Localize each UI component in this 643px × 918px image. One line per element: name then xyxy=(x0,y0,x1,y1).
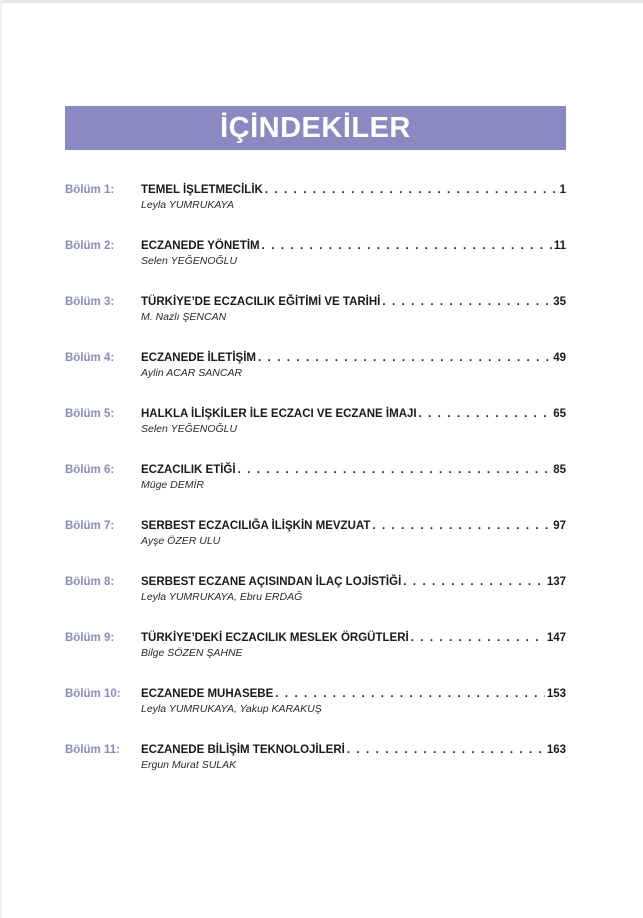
chapter-author: Aylin ACAR SANCAR xyxy=(141,367,243,379)
chapter-title: TEMEL İŞLETMECİLİK xyxy=(141,184,263,196)
chapter-line xyxy=(141,518,566,534)
leader-dots xyxy=(262,238,552,254)
toc-entry[interactable] xyxy=(65,406,566,462)
chapter-author: M. Nazlı ŞENCAN xyxy=(141,311,227,323)
toc-entry[interactable] xyxy=(65,518,566,574)
chapter-title: ECZANEDE MUHASEBE xyxy=(141,688,274,700)
chapter-line xyxy=(141,294,566,310)
chapter-line xyxy=(141,182,566,198)
chapter-page-number: 137 xyxy=(546,576,566,588)
chapter-title: ECZANEDE YÖNETİM xyxy=(141,240,260,252)
page-title: İÇİNDEKİLER xyxy=(220,111,411,144)
chapter-title: SERBEST ECZANE AÇISINDAN İLAÇ LOJİSTİĞİ xyxy=(141,576,402,588)
chapter-page-number: 1 xyxy=(559,184,566,196)
leader-dots xyxy=(347,742,545,758)
toc-entry[interactable] xyxy=(65,686,566,742)
chapter-author: Leyla YUMRUKAYA, Ebru ERDAĞ xyxy=(141,591,303,603)
toc-entry[interactable] xyxy=(65,630,566,686)
title-banner xyxy=(65,106,566,150)
toc-entry[interactable] xyxy=(65,238,566,294)
chapter-title: HALKLA İLİŞKİLER İLE ECZACI VE ECZANE İMAJI xyxy=(141,408,417,420)
leader-dots xyxy=(238,462,552,478)
chapter-author: Müge DEMİR xyxy=(141,479,205,491)
chapter-author: Selen YEĞENOĞLU xyxy=(141,423,238,435)
chapter-author: Bilge SÖZEN ŞAHNE xyxy=(141,647,243,659)
chapter-page-number: 11 xyxy=(553,240,566,252)
chapter-title: ECZANEDE BİLİŞİM TEKNOLOJİLERİ xyxy=(141,744,345,756)
chapter-title: SERBEST ECZACILIĞA İLİŞKİN MEVZUAT xyxy=(141,520,371,532)
chapter-page-number: 49 xyxy=(553,352,566,364)
toc-entry[interactable] xyxy=(65,462,566,518)
page-edge-left xyxy=(0,0,2,918)
chapter-label: Bölüm 9: xyxy=(65,632,115,644)
chapter-label: Bölüm 5: xyxy=(65,408,115,420)
chapter-line xyxy=(141,686,566,702)
chapter-label: Bölüm 6: xyxy=(65,464,115,476)
chapter-page-number: 147 xyxy=(546,632,566,644)
table-of-contents xyxy=(65,182,566,798)
toc-entry[interactable] xyxy=(65,182,566,238)
leader-dots xyxy=(372,518,551,534)
chapter-author: Leyla YUMRUKAYA xyxy=(141,199,234,211)
chapter-label: Bölüm 4: xyxy=(65,352,115,364)
chapter-label: Bölüm 1: xyxy=(65,184,115,196)
chapter-line xyxy=(141,742,566,758)
chapter-page-number: 65 xyxy=(553,408,566,420)
toc-entry[interactable] xyxy=(65,294,566,350)
chapter-label: Bölüm 10: xyxy=(65,688,121,700)
chapter-label: Bölüm 2: xyxy=(65,240,115,252)
chapter-page-number: 85 xyxy=(553,464,566,476)
chapter-line xyxy=(141,630,566,646)
chapter-author: Ergun Murat SULAK xyxy=(141,759,237,771)
chapter-page-number: 163 xyxy=(546,744,566,756)
leader-dots xyxy=(382,294,551,310)
chapter-label: Bölüm 7: xyxy=(65,520,115,532)
chapter-title: TÜRKİYE’DEKİ ECZACILIK MESLEK ÖRGÜTLERİ xyxy=(141,632,409,644)
chapter-page-number: 97 xyxy=(553,520,566,532)
chapter-line xyxy=(141,406,566,422)
chapter-title: TÜRKİYE’DE ECZACILIK EĞİTİMİ VE TARİHİ xyxy=(141,296,381,308)
leader-dots xyxy=(258,350,551,366)
chapter-author: Ayşe ÖZER ULU xyxy=(141,535,221,547)
page-edge xyxy=(0,0,643,3)
chapter-line xyxy=(141,350,566,366)
chapter-title: ECZACILIK ETİĞİ xyxy=(141,464,236,476)
toc-entry[interactable] xyxy=(65,742,566,798)
leader-dots xyxy=(403,574,545,590)
chapter-label: Bölüm 11: xyxy=(65,744,120,756)
chapter-author: Selen YEĞENOĞLU xyxy=(141,255,238,267)
leader-dots xyxy=(265,182,558,198)
chapter-label: Bölüm 8: xyxy=(65,576,115,588)
toc-entry[interactable] xyxy=(65,350,566,406)
toc-entry[interactable] xyxy=(65,574,566,630)
leader-dots xyxy=(275,686,545,702)
chapter-line xyxy=(141,462,566,478)
chapter-page-number: 35 xyxy=(553,296,566,308)
chapter-author: Leyla YUMRUKAYA, Yakup KARAKUŞ xyxy=(141,703,322,715)
chapter-page-number: 153 xyxy=(546,688,566,700)
leader-dots xyxy=(411,630,545,646)
chapter-label: Bölüm 3: xyxy=(65,296,115,308)
leader-dots xyxy=(419,406,552,422)
chapter-line xyxy=(141,574,566,590)
chapter-title: ECZANEDE İLETİŞİM xyxy=(141,352,257,364)
chapter-line xyxy=(141,238,566,254)
